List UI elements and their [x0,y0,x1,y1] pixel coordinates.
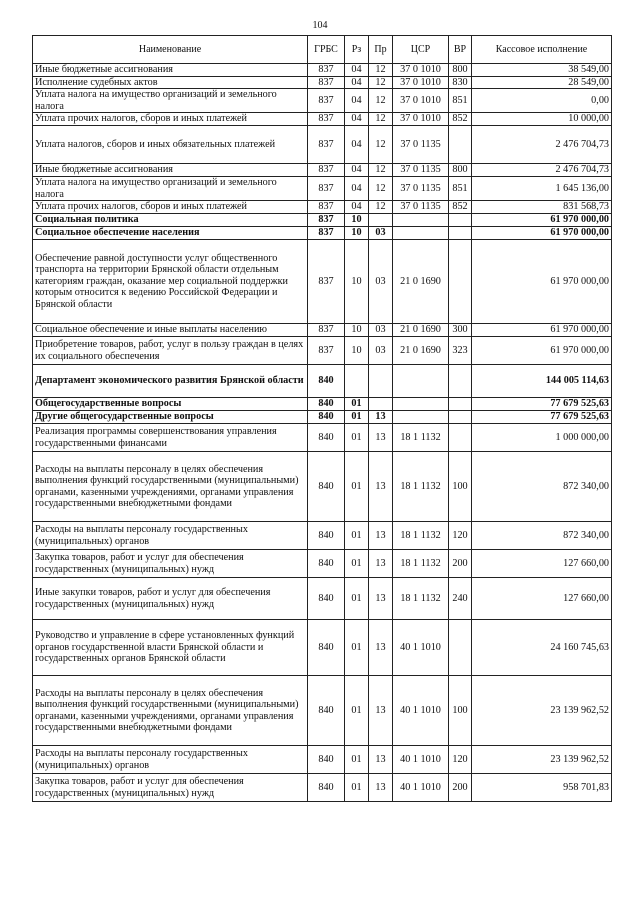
cell-vr: 830 [449,76,472,89]
cell-amount: 38 549,00 [472,64,612,77]
cell-grbs: 837 [308,177,345,201]
cell-name: Расходы на выплаты персоналу в целях обеспечения выполнения функций государственными (муниципальными) органами, казенными учреждениями, органами управления государственными внебюджетными фондами [33,452,308,522]
cell-vr: 851 [449,177,472,201]
cell-csr: 40 1 1010 [393,676,449,746]
cell-rz: 01 [345,411,369,424]
cell-name: Расходы на выплаты персоналу государственных (муниципальных) органов [33,522,308,550]
cell-rz: 01 [345,398,369,411]
cell-rz: 01 [345,550,369,578]
table-row [33,240,612,324]
cell-csr: 18 1 1132 [393,424,449,452]
cell-name: Общегосударственные вопросы [33,398,308,411]
cell-name: Уплата прочих налогов, сборов и иных платежей [33,113,308,126]
cell-grbs: 837 [308,324,345,337]
cell-pr: 12 [369,76,393,89]
cell-name: Расходы на выплаты персоналу в целях обеспечения выполнения функций государственными (муниципальными) органами, казенными учреждениями, органами управления государственными внебюджетными фондами [33,676,308,746]
cell-pr [369,214,393,227]
table-row [33,64,612,77]
cell-name: Департамент экономического развития Брянской области [33,365,308,398]
cell-name: Реализация программы совершенствования управления государственными финансами [33,424,308,452]
cell-amount: 1 000 000,00 [472,424,612,452]
cell-grbs: 840 [308,550,345,578]
table-row [33,398,612,411]
table-header-row [33,36,612,64]
cell-grbs: 837 [308,214,345,227]
cell-pr: 13 [369,424,393,452]
cell-name: Социальное обеспечение населения [33,227,308,240]
cell-csr: 21 0 1690 [393,324,449,337]
cell-pr: 12 [369,89,393,113]
cell-csr: 18 1 1132 [393,550,449,578]
cell-csr [393,214,449,227]
cell-pr: 12 [369,177,393,201]
cell-vr: 800 [449,64,472,77]
cell-pr: 03 [369,324,393,337]
cell-grbs: 837 [308,126,345,164]
cell-rz: 04 [345,64,369,77]
cell-grbs: 840 [308,398,345,411]
cell-amount: 28 549,00 [472,76,612,89]
cell-grbs: 837 [308,76,345,89]
cell-vr: 300 [449,324,472,337]
page-number: 104 [312,20,328,31]
cell-rz: 04 [345,76,369,89]
cell-amount: 872 340,00 [472,452,612,522]
cell-amount: 61 970 000,00 [472,240,612,324]
table-body [33,64,612,802]
table-row [33,550,612,578]
cell-grbs: 837 [308,337,345,365]
cell-pr: 13 [369,620,393,676]
cell-csr: 37 0 1135 [393,201,449,214]
table-row [33,227,612,240]
cell-vr: 240 [449,578,472,620]
cell-rz [345,365,369,398]
table-row [33,126,612,164]
cell-csr: 21 0 1690 [393,337,449,365]
cell-pr: 03 [369,240,393,324]
cell-vr: 852 [449,113,472,126]
cell-vr: 120 [449,746,472,774]
cell-rz: 04 [345,164,369,177]
cell-name: Закупка товаров, работ и услуг для обеспечения государственных (муниципальных) нужд [33,774,308,802]
cell-amount: 24 160 745,63 [472,620,612,676]
cell-grbs: 837 [308,201,345,214]
header-csr: ЦСР [393,36,449,64]
cell-rz: 04 [345,201,369,214]
cell-csr [393,227,449,240]
cell-amount: 872 340,00 [472,522,612,550]
cell-rz: 01 [345,578,369,620]
cell-name: Иные закупки товаров, работ и услуг для обеспечения государственных (муниципальных) нужд [33,578,308,620]
cell-pr: 03 [369,227,393,240]
cell-csr: 37 0 1010 [393,76,449,89]
cell-name: Уплата налогов, сборов и иных обязательных платежей [33,126,308,164]
cell-rz: 04 [345,89,369,113]
table-row [33,522,612,550]
cell-amount: 144 005 114,63 [472,365,612,398]
cell-rz: 10 [345,324,369,337]
cell-amount: 61 970 000,00 [472,214,612,227]
cell-amount: 2 476 704,73 [472,126,612,164]
cell-name: Исполнение судебных актов [33,76,308,89]
cell-csr: 37 0 1010 [393,64,449,77]
cell-name: Иные бюджетные ассигнования [33,64,308,77]
cell-rz: 01 [345,522,369,550]
cell-name: Уплата налога на имущество организаций и земельного налога [33,177,308,201]
cell-vr: 120 [449,522,472,550]
table-row [33,676,612,746]
cell-vr: 323 [449,337,472,365]
cell-amount: 23 139 962,52 [472,676,612,746]
cell-pr: 13 [369,578,393,620]
cell-pr: 03 [369,337,393,365]
cell-csr: 37 0 1010 [393,89,449,113]
cell-csr: 37 0 1135 [393,164,449,177]
cell-rz: 01 [345,746,369,774]
table-row [33,164,612,177]
cell-name: Уплата прочих налогов, сборов и иных платежей [33,201,308,214]
cell-name: Иные бюджетные ассигнования [33,164,308,177]
table-row [33,452,612,522]
cell-name: Социальное обеспечение и иные выплаты населению [33,324,308,337]
cell-pr [369,365,393,398]
cell-grbs: 840 [308,620,345,676]
cell-rz: 10 [345,240,369,324]
header-name: Наименование [33,36,308,64]
cell-grbs: 837 [308,164,345,177]
cell-pr: 12 [369,201,393,214]
header-vr: ВР [449,36,472,64]
cell-vr: 851 [449,89,472,113]
cell-vr: 200 [449,550,472,578]
cell-csr: 18 1 1132 [393,522,449,550]
cell-grbs: 840 [308,522,345,550]
cell-rz: 10 [345,227,369,240]
cell-name: Расходы на выплаты персоналу государственных (муниципальных) органов [33,746,308,774]
cell-name: Приобретение товаров, работ, услуг в пользу граждан в целях их социального обеспечения [33,337,308,365]
cell-vr: 800 [449,164,472,177]
cell-grbs: 840 [308,365,345,398]
cell-pr: 13 [369,746,393,774]
cell-vr [449,411,472,424]
cell-grbs: 837 [308,64,345,77]
cell-pr: 12 [369,64,393,77]
cell-csr: 37 0 1135 [393,177,449,201]
cell-pr: 13 [369,550,393,578]
cell-amount: 61 970 000,00 [472,337,612,365]
table-row [33,411,612,424]
cell-vr: 100 [449,676,472,746]
cell-grbs: 840 [308,746,345,774]
table-row [33,89,612,113]
table-row [33,365,612,398]
cell-amount: 127 660,00 [472,578,612,620]
cell-amount: 127 660,00 [472,550,612,578]
cell-amount: 958 701,83 [472,774,612,802]
cell-grbs: 840 [308,578,345,620]
table-row [33,620,612,676]
cell-vr [449,240,472,324]
cell-amount: 23 139 962,52 [472,746,612,774]
cell-amount: 2 476 704,73 [472,164,612,177]
table-row [33,578,612,620]
header-rz: Рз [345,36,369,64]
cell-grbs: 840 [308,452,345,522]
cell-amount: 10 000,00 [472,113,612,126]
table-row [33,113,612,126]
cell-pr: 13 [369,522,393,550]
cell-vr [449,424,472,452]
cell-rz: 01 [345,452,369,522]
cell-name: Социальная политика [33,214,308,227]
cell-amount: 77 679 525,63 [472,411,612,424]
cell-csr: 40 1 1010 [393,774,449,802]
cell-pr [369,398,393,411]
table-row [33,337,612,365]
cell-csr [393,398,449,411]
cell-vr [449,365,472,398]
cell-amount: 61 970 000,00 [472,227,612,240]
cell-csr: 37 0 1135 [393,126,449,164]
table-row [33,774,612,802]
cell-csr: 40 1 1010 [393,746,449,774]
cell-pr: 12 [369,113,393,126]
cell-amount: 77 679 525,63 [472,398,612,411]
cell-csr: 21 0 1690 [393,240,449,324]
budget-execution-table [32,35,612,802]
cell-grbs: 837 [308,240,345,324]
header-pr: Пр [369,36,393,64]
cell-amount: 831 568,73 [472,201,612,214]
cell-csr: 37 0 1010 [393,113,449,126]
cell-grbs: 837 [308,227,345,240]
cell-pr: 13 [369,676,393,746]
cell-vr [449,214,472,227]
cell-rz: 10 [345,337,369,365]
cell-vr: 852 [449,201,472,214]
cell-amount: 0,00 [472,89,612,113]
cell-csr [393,365,449,398]
cell-rz: 04 [345,113,369,126]
cell-grbs: 840 [308,774,345,802]
cell-rz: 01 [345,774,369,802]
cell-grbs: 840 [308,424,345,452]
cell-name: Закупка товаров, работ и услуг для обеспечения государственных (муниципальных) нужд [33,550,308,578]
table-row [33,201,612,214]
cell-amount: 1 645 136,00 [472,177,612,201]
cell-vr [449,620,472,676]
cell-grbs: 837 [308,89,345,113]
cell-csr: 18 1 1132 [393,578,449,620]
cell-pr: 13 [369,411,393,424]
cell-name: Другие общегосударственные вопросы [33,411,308,424]
table-row [33,214,612,227]
cell-name: Обеспечение равной доступности услуг общественного транспорта на территории Брянской области отдельным категориям граждан, оказание мер социальной поддержки которым относится к ведению Российской Федерации и Брянской области [33,240,308,324]
cell-name: Уплата налога на имущество организаций и земельного налога [33,89,308,113]
cell-rz: 04 [345,177,369,201]
cell-csr: 18 1 1132 [393,452,449,522]
table-row [33,424,612,452]
header-amount: Кассовое исполнение [472,36,612,64]
cell-grbs: 840 [308,676,345,746]
cell-vr: 100 [449,452,472,522]
cell-vr: 200 [449,774,472,802]
cell-pr: 12 [369,126,393,164]
cell-vr [449,227,472,240]
cell-pr: 13 [369,452,393,522]
cell-rz: 10 [345,214,369,227]
table-row [33,76,612,89]
cell-rz: 01 [345,620,369,676]
cell-csr: 40 1 1010 [393,620,449,676]
cell-grbs: 837 [308,113,345,126]
table-row [33,324,612,337]
cell-csr [393,411,449,424]
cell-rz: 01 [345,676,369,746]
cell-pr: 12 [369,164,393,177]
header-grbs: ГРБС [308,36,345,64]
cell-name: Руководство и управление в сфере установленных функций органов государственной власти Брянской области и государственных органов Брянской области [33,620,308,676]
cell-grbs: 840 [308,411,345,424]
cell-vr [449,126,472,164]
table-row [33,177,612,201]
cell-vr [449,398,472,411]
cell-rz: 04 [345,126,369,164]
cell-pr: 13 [369,774,393,802]
cell-rz: 01 [345,424,369,452]
table-row [33,746,612,774]
cell-amount: 61 970 000,00 [472,324,612,337]
